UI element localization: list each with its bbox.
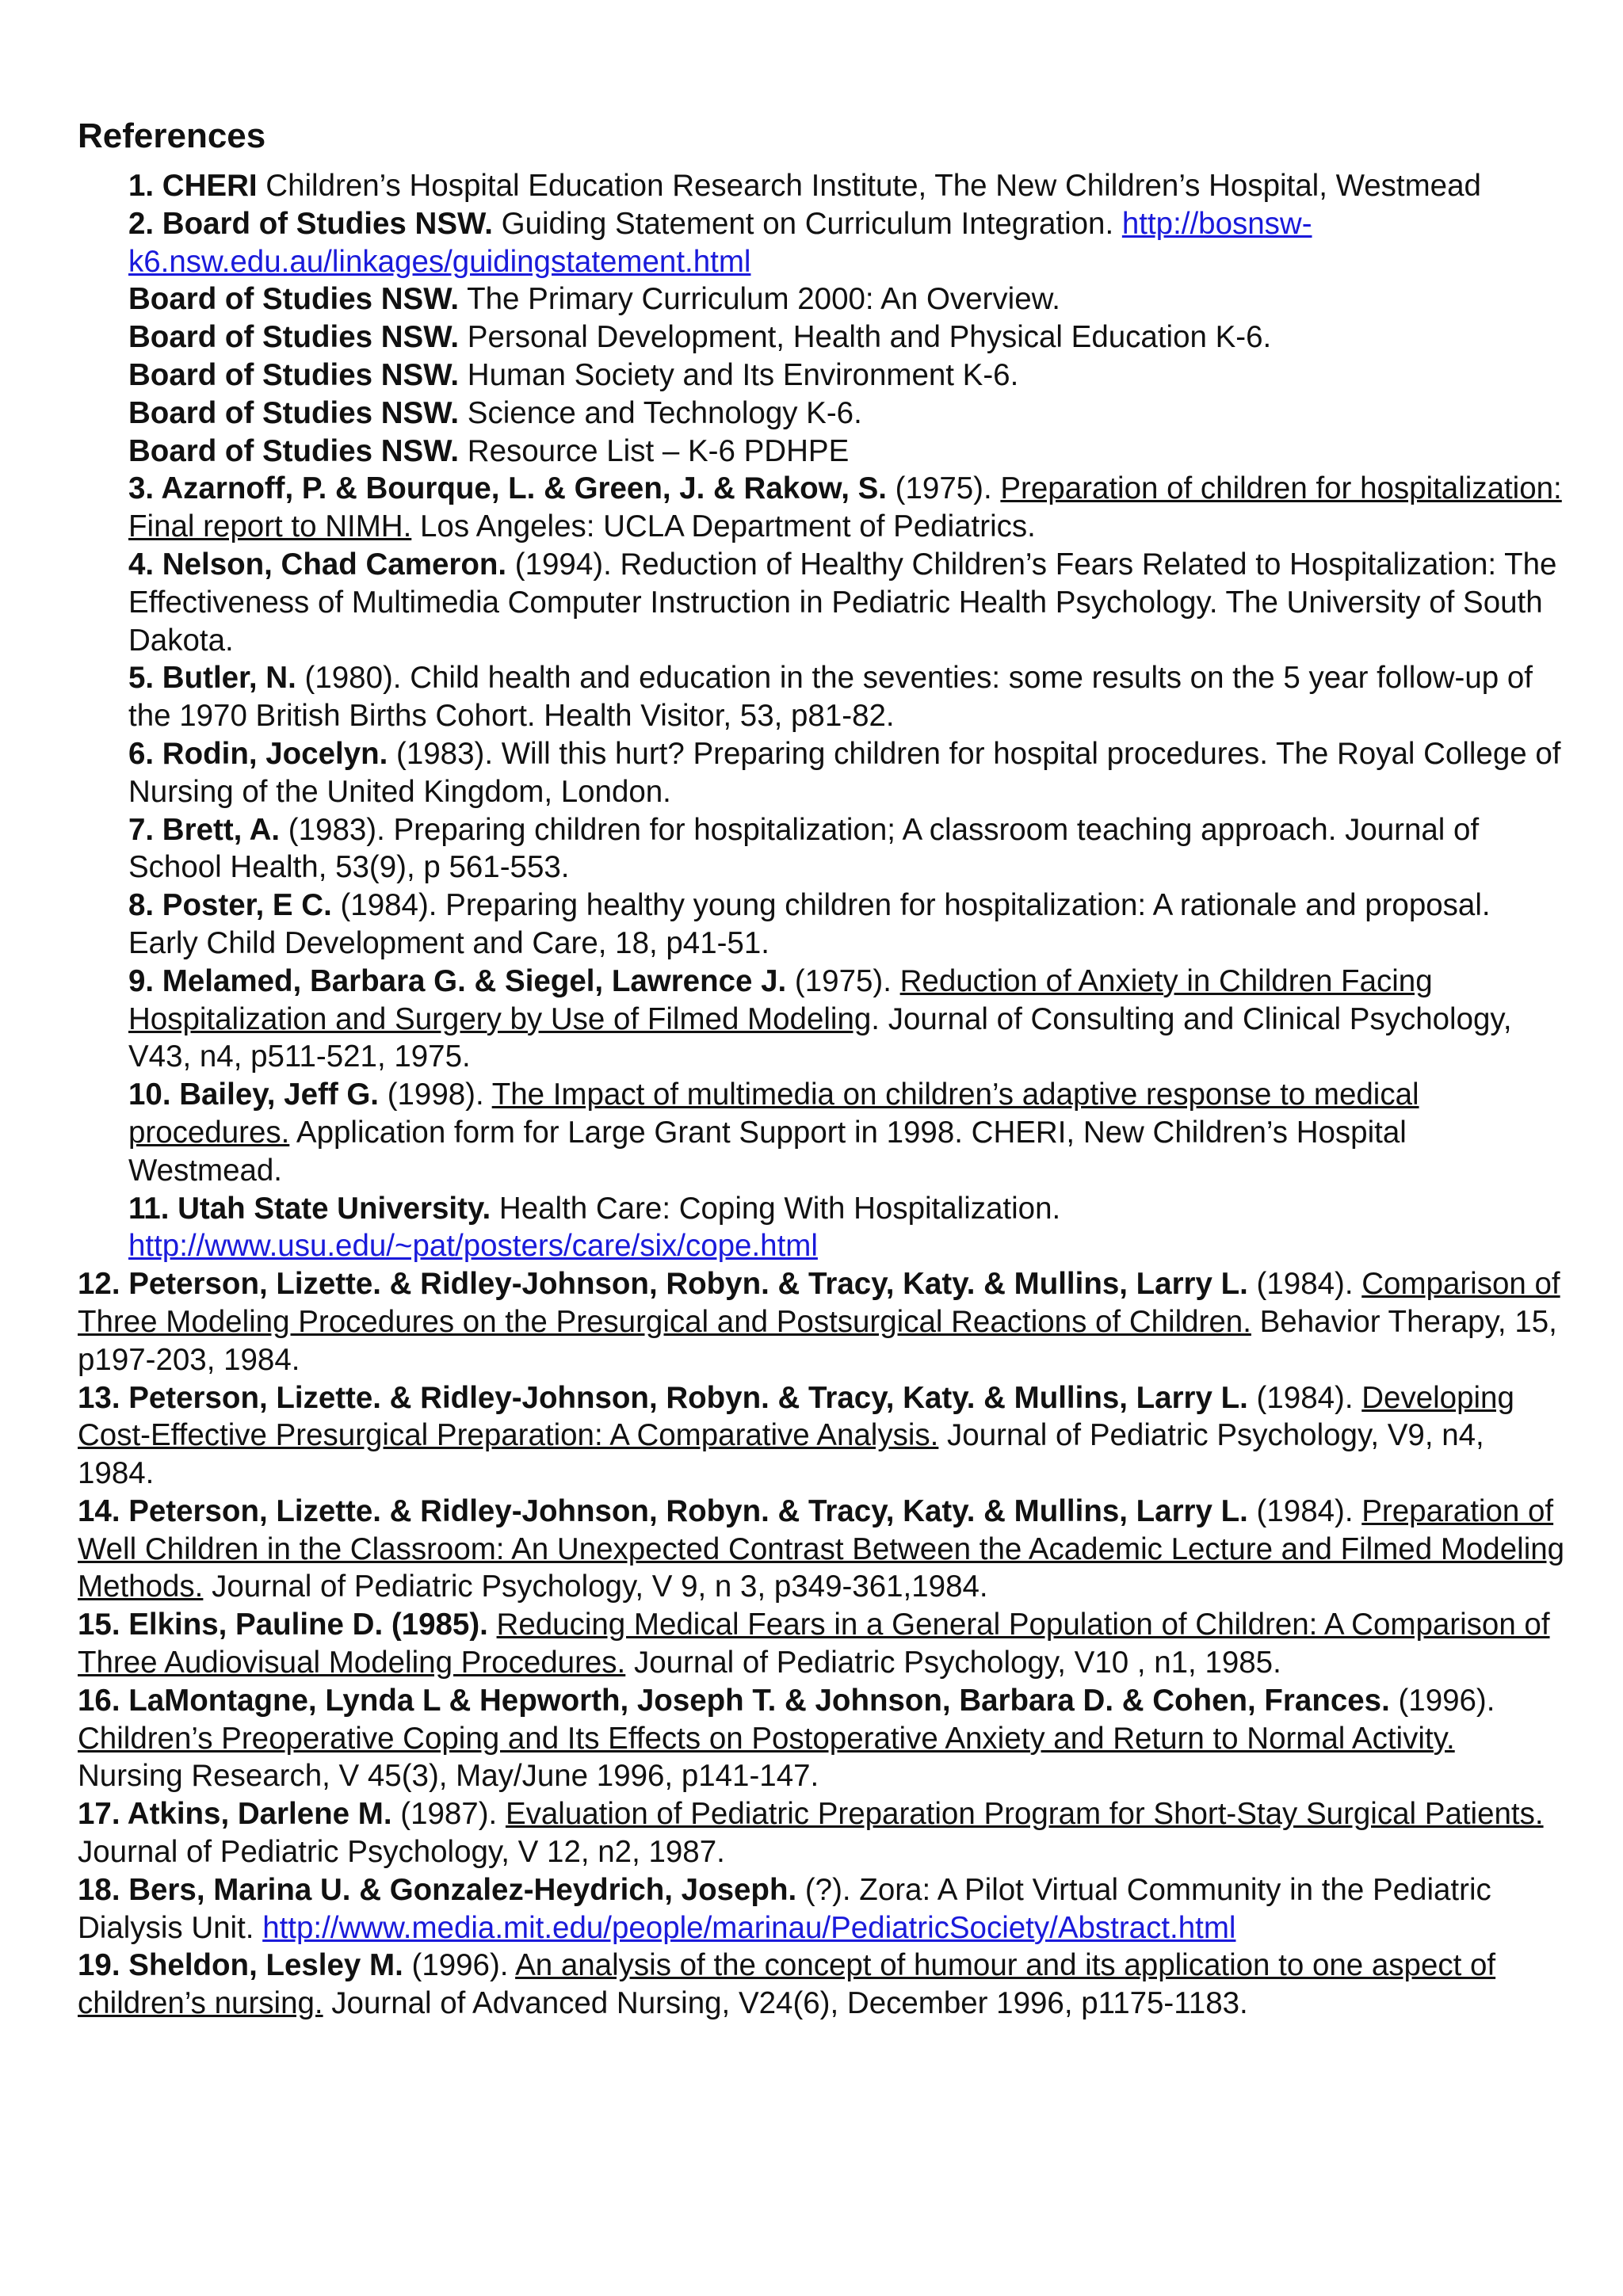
reference-item [78, 1493, 1568, 1606]
reference-item [78, 659, 1568, 735]
reference-source: Nursing Research, V 45(3), May/June 1996, p141-147. [78, 1759, 819, 1794]
reference-text: (1984). [1247, 1267, 1362, 1302]
reference-item [78, 1606, 1568, 1682]
reference-text: Health Care: Coping With Hospitalization. [491, 1191, 1061, 1226]
reference-author: 4. Nelson, Chad Cameron. [128, 547, 507, 582]
reference-text: (1983). Preparing children for hospitalization; A classroom teaching approach. Journal of School Health, 53(9), p 561-553. [128, 812, 1480, 885]
reference-item [78, 1795, 1568, 1871]
reference-author: 18. Bers, Marina U. & Gonzalez-Heydrich, Joseph. [78, 1872, 797, 1907]
reference-item [78, 1265, 1568, 1379]
reference-source: Application form for Large Grant Support in 1998. CHERI, New Children’s Hospital Westmead. [128, 1115, 1407, 1188]
reference-text: (1975). [886, 471, 1001, 506]
page-title: References [78, 116, 266, 155]
reference-item [78, 887, 1568, 963]
reference-author: 17. Atkins, Darlene M. [78, 1797, 392, 1832]
reference-text: (1984). [1247, 1493, 1362, 1528]
reference-text: Children’s Hospital Education Research Institute, The New Children’s Hospital, Westmead [257, 169, 1481, 203]
reference-author: Board of Studies NSW. [128, 433, 460, 468]
reference-text: Human Society and Its Environment K-6. [459, 357, 1019, 392]
reference-author: 8. Poster, E C. [128, 888, 332, 923]
reference-author: 16. LaMontagne, Lynda L & Hepworth, Joseph T. & Johnson, Barbara D. & Cohen, Frances. [78, 1683, 1390, 1718]
reference-item [78, 1379, 1568, 1493]
reference-title: Developing Cost-Effective Presurgical Preparation: A Comparative Analysis. [78, 1380, 1514, 1453]
reference-item [78, 280, 1568, 318]
reference-title: Preparation of Well Children in the Classroom: An Unexpected Contrast Between the Academic Lecture and Filmed Modeling Methods. [78, 1493, 1565, 1604]
reference-author: 5. Butler, N. [128, 661, 296, 696]
reference-text: The Primary Curriculum 2000: An Overview. [459, 282, 1060, 317]
reference-title: Children’s Preoperative Coping and Its Effects on Postoperative Anxiety and Return to Normal Activity. [78, 1721, 1455, 1756]
reference-link[interactable]: http://www.media.mit.edu/people/marinau/PediatricSociety/Abstract.html [262, 1910, 1236, 1945]
reference-text: Personal Development, Health and Physical Education K-6. [459, 320, 1272, 355]
reference-author: 9. Melamed, Barbara G. & Siegel, Lawrence J. [128, 963, 787, 998]
reference-item [78, 357, 1568, 395]
reference-item [78, 318, 1568, 357]
reference-author: Board of Studies NSW. [128, 357, 460, 392]
reference-item [78, 811, 1568, 887]
reference-title: Comparison of Three Modeling Procedures on the Presurgical and Postsurgical Reactions of Children. [78, 1267, 1560, 1339]
reference-source: Journal of Advanced Nursing, V24(6), December 1996, p1175-1183. [323, 1986, 1248, 2021]
reference-source: Behavior Therapy, 15, p197-203, 1984. [78, 1304, 1557, 1377]
reference-author: 15. Elkins, Pauline D. (1985). [78, 1608, 488, 1642]
reference-item [78, 1947, 1568, 2023]
reference-item [78, 1190, 1568, 1266]
reference-author: 1. CHERI [128, 169, 258, 203]
reference-item [78, 433, 1568, 471]
reference-text: (1998). [379, 1077, 492, 1112]
reference-link[interactable]: http://bosnsw-k6.nsw.edu.au/linkages/guidingstatement.html [128, 206, 1312, 279]
reference-author: 12. Peterson, Lizette. & Ridley-Johnson, Robyn. & Tracy, Katy. & Mullins, Larry L. [78, 1267, 1248, 1302]
reference-text: (?). Zora: A Pilot Virtual Community in the Pediatric Dialysis Unit. [78, 1872, 1491, 1945]
reference-author: 2. Board of Studies NSW. [128, 206, 493, 241]
reference-title: Evaluation of Pediatric Preparation Program for Short-Stay Surgical Patients. [505, 1797, 1544, 1832]
reference-item [78, 205, 1568, 281]
reference-author: Board of Studies NSW. [128, 282, 460, 317]
reference-source: Los Angeles: UCLA Department of Pediatrics. [411, 509, 1036, 544]
reference-source: . Journal of Consulting and Clinical Psychology, V43, n4, p511-521, 1975. [128, 1001, 1512, 1074]
reference-item [78, 1871, 1568, 1947]
reference-author: 11. Utah State University. [128, 1191, 491, 1226]
reference-item [78, 1076, 1568, 1189]
reference-text: (1983). Will this hurt? Preparing children for hospital procedures. The Royal College of Nursing of the United Kingdom, London. [128, 736, 1561, 809]
reference-source: Journal of Pediatric Psychology, V9, n4, 1984. [78, 1418, 1484, 1491]
reference-list [78, 167, 1568, 2023]
reference-text: (1987). [391, 1797, 506, 1832]
reference-title: Reducing Medical Fears in a General Population of Children: A Comparison of Three Audiovisual Modeling Procedures. [78, 1608, 1550, 1680]
reference-item [78, 470, 1568, 546]
reference-text: (1984). Preparing healthy young children for hospitalization: A rationale and proposal. Early Child Development and Care, 18, p41-51. [128, 888, 1491, 960]
reference-text: (1996). [403, 1948, 516, 1983]
reference-text: (1975). [786, 963, 900, 998]
reference-author: 7. Brett, A. [128, 812, 281, 847]
reference-item [78, 1682, 1568, 1795]
reference-item [78, 395, 1568, 433]
reference-text: (1980). Child health and education in the seventies: some results on the 5 year follow-up of the 1970 British Births Cohort. Health Visitor, 53, p81-82. [128, 661, 1533, 734]
reference-title: Reduction of Anxiety in Children Facing Hospitalization and Surgery by Use of Filmed Modeling [128, 963, 1433, 1036]
reference-text: Resource List – K-6 PDHPE [459, 433, 850, 468]
reference-title: The Impact of multimedia on children’s adaptive response to medical procedures. [128, 1077, 1419, 1150]
reference-text: (1996). [1389, 1683, 1495, 1718]
reference-title: An analysis of the concept of humour and its application to one aspect of children’s nursing. [78, 1948, 1496, 2021]
reference-source: Journal of Pediatric Psychology, V 12, n2, 1987. [78, 1835, 725, 1870]
reference-item [78, 167, 1568, 205]
reference-author: 19. Sheldon, Lesley M. [78, 1948, 403, 1983]
reference-text: Science and Technology K-6. [459, 395, 862, 430]
reference-link[interactable]: http://www.usu.edu/~pat/posters/care/six/cope.html [128, 1229, 818, 1264]
reference-text [488, 1608, 497, 1642]
reference-title: Preparation of children for hospitalization: Final report to NIMH. [128, 471, 1562, 544]
reference-author: 13. Peterson, Lizette. & Ridley-Johnson, Robyn. & Tracy, Katy. & Mullins, Larry L. [78, 1380, 1248, 1415]
reference-text: (1984). [1247, 1380, 1362, 1415]
reference-text: Guiding Statement on Curriculum Integration. [492, 206, 1122, 241]
reference-author: Board of Studies NSW. [128, 395, 460, 430]
reference-author: 6. Rodin, Jocelyn. [128, 736, 388, 771]
reference-source: Journal of Pediatric Psychology, V10 , n1, 1985. [625, 1646, 1281, 1680]
reference-author: Board of Studies NSW. [128, 320, 460, 355]
reference-source: Journal of Pediatric Psychology, V 9, n 3, p349-361,1984. [203, 1569, 988, 1604]
reference-item [78, 546, 1568, 659]
reference-text: (1994). Reduction of Healthy Children’s Fears Related to Hospitalization: The Effectiveness of Multimedia Computer Instruction in Pediatric Health Psychology. The University of South Dakota. [128, 547, 1557, 658]
reference-item [78, 735, 1568, 811]
reference-author: 14. Peterson, Lizette. & Ridley-Johnson, Robyn. & Tracy, Katy. & Mullins, Larry L. [78, 1493, 1248, 1528]
reference-author: 3. Azarnoff, P. & Bourque, L. & Green, J. & Rakow, S. [128, 471, 887, 506]
reference-author: 10. Bailey, Jeff G. [128, 1077, 379, 1112]
reference-item [78, 963, 1568, 1076]
